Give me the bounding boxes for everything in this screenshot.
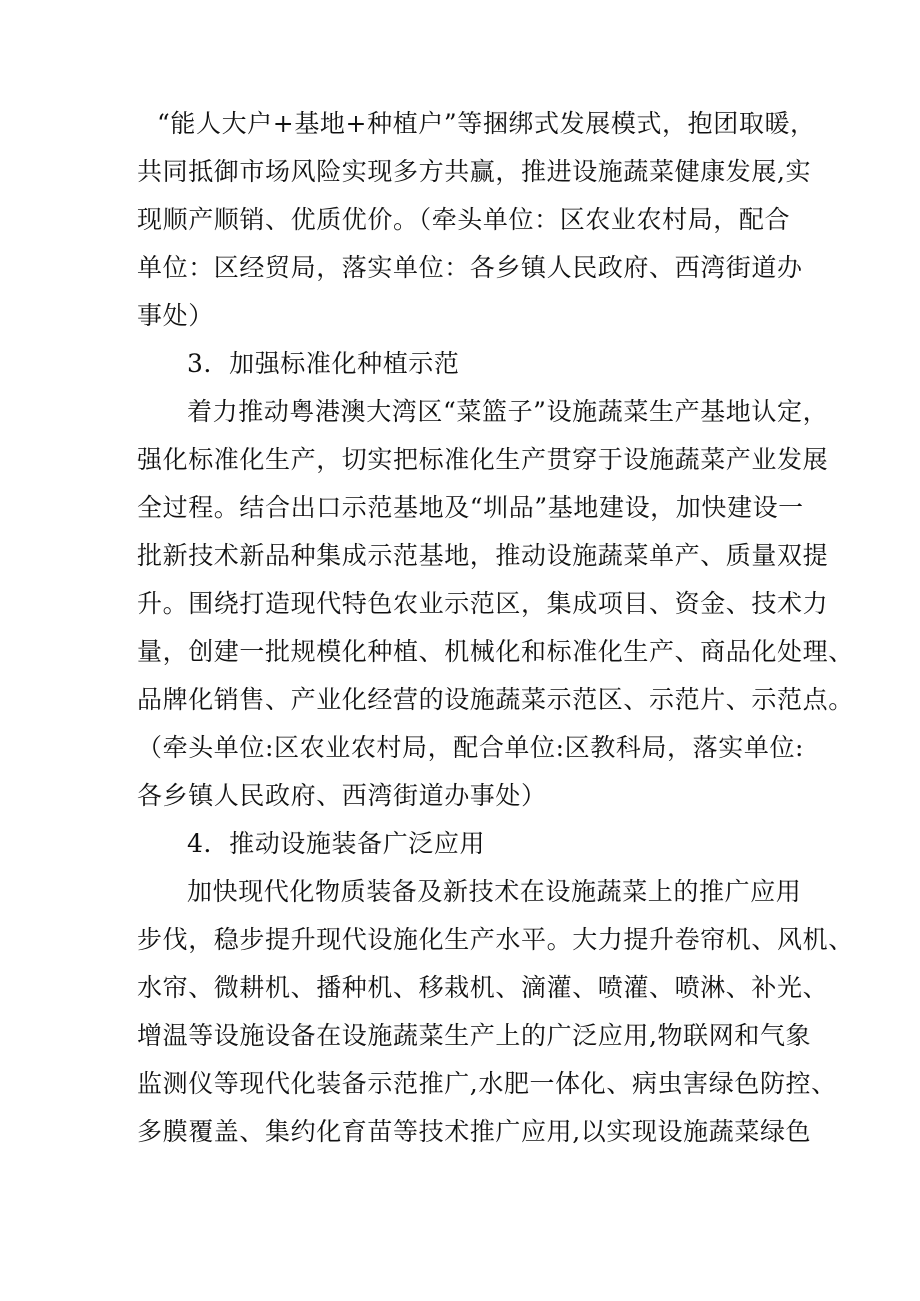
paragraph-line: 事处）: [137, 301, 214, 330]
paragraph-line: 加快现代化物质装备及新技术在设施蔬菜上的推广应用: [187, 877, 802, 906]
paragraph-line: 量，创建一批规模化种植、机械化和标准化生产、商品化处理、: [137, 637, 854, 666]
paragraph-line: 单位：区经贸局，落实单位：各乡镇人民政府、西湾街道办: [137, 253, 803, 282]
section-heading-3: 3．加强标准化种植示范: [187, 349, 460, 378]
paragraph-line: 监测仪等现代化装备示范推广,水肥一体化、病虫害绿色防控、: [137, 1069, 837, 1098]
paragraph-line: 批新技术新品种集成示范基地，推动设施蔬菜单产、质量双提: [137, 541, 829, 570]
paragraph-line: 全过程。结合出口示范基地及“圳品”基地建设，加快建设一: [137, 493, 804, 522]
paragraph-line: 增温等设施设备在设施蔬菜生产上的广泛应用,物联网和气象: [137, 1021, 812, 1050]
paragraph-line: 各乡镇人民政府、西湾街道办事处）: [137, 781, 547, 810]
paragraph-line: “能人大户+基地+种植户”等捆绑式发展模式，抱团取暖，: [157, 109, 816, 138]
paragraph-line: 步伐，稳步提升现代设施化生产水平。大力提升卷帘机、风机、: [137, 925, 854, 954]
paragraph-line: （牵头单位:区农业农村局，配合单位:区教科局，落实单位:: [137, 733, 805, 762]
paragraph-line: 升。围绕打造现代特色农业示范区，集成项目、资金、技术力: [137, 589, 829, 618]
paragraph-line: 品牌化销售、产业化经营的设施蔬菜示范区、示范片、示范点。: [137, 685, 854, 714]
section-heading-4: 4．推动设施装备广泛应用: [187, 829, 486, 858]
paragraph-line: 水帘、微耕机、播种机、移栽机、滴灌、喷灌、喷淋、补光、: [137, 973, 829, 1002]
paragraph-line: 强化标准化生产，切实把标准化生产贯穿于设施蔬菜产业发展: [137, 445, 829, 474]
paragraph-line: 现顺产顺销、优质优价。（牵头单位：区农业农村局，配合: [137, 205, 791, 234]
paragraph-line: 着力推动粤港澳大湾区“菜篮子”设施蔬菜生产基地认定，: [187, 397, 829, 426]
paragraph-line: 多膜覆盖、集约化育苗等技术推广应用,以实现设施蔬菜绿色: [137, 1117, 812, 1146]
paragraph-line: 共同抵御市场风险实现多方共赢，推进设施蔬菜健康发展,实: [137, 157, 812, 186]
